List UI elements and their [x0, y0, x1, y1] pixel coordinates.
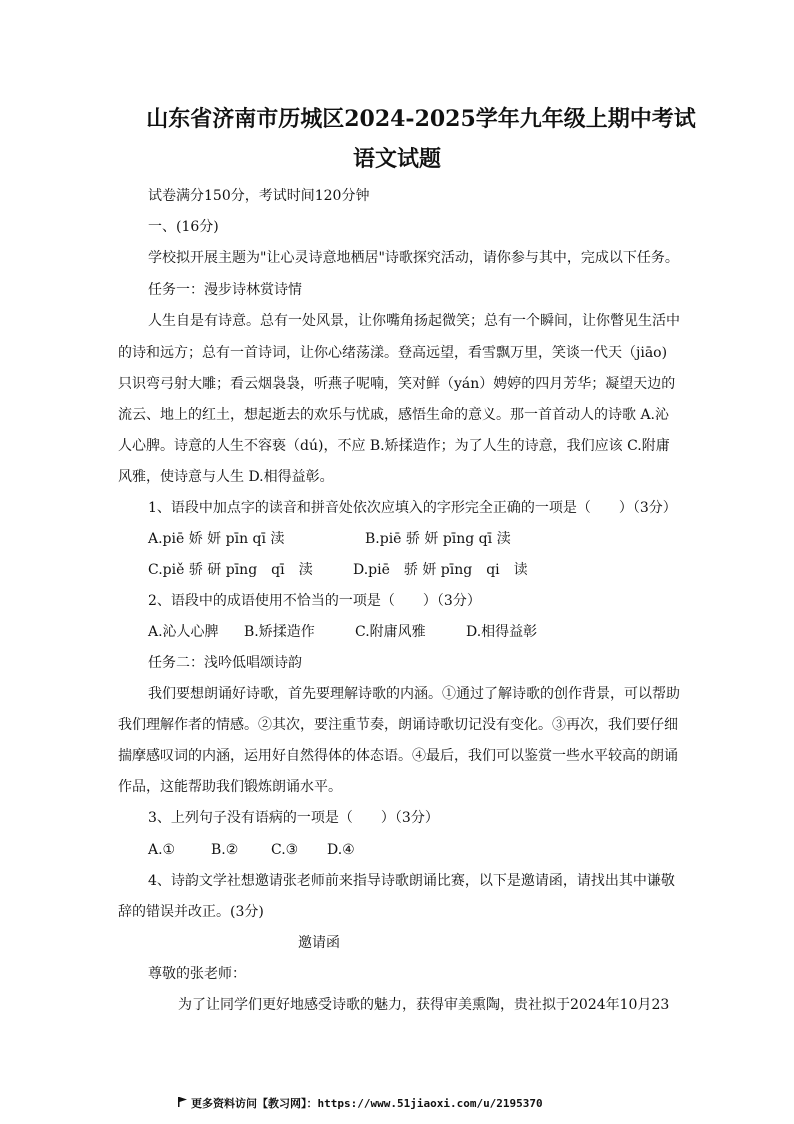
- footer-text: 更多资料访问【教习网】：https://www.51jiaoxi.com/u/2195370: [191, 1097, 543, 1110]
- letter-salutation: 尊敬的张老师：: [148, 966, 246, 982]
- question4-stem: 4、诗韵文学社想邀请张老师前来指导诗歌朗诵比赛，以下是邀请函，请找出其中谦敬: [148, 873, 675, 889]
- footer-link[interactable]: [178, 1096, 543, 1112]
- passage2-line: 揣摩感叹词的内涵，运用好自然得体的体态语。④最后，我们可以鉴赏一些水平较高的朗诵: [118, 748, 678, 764]
- passage2-line: 作品，这能帮助我们锻炼朗诵水平。: [118, 779, 342, 795]
- question3-stem: 3、上列句子没有语病的一项是（ ）（3分）: [148, 810, 439, 826]
- question4-stem-continued: 辞的错误并改正。(3分): [118, 904, 264, 920]
- question2-stem: 2、语段中的成语使用不恰当的一项是（ ）（3分）: [148, 593, 481, 609]
- passage1-line: 人生自是有诗意。总有一处风景，让你嘴角扬起微笑；总有一个瞬间，让你瞥见生活中: [148, 313, 680, 329]
- question1-option-a: A.piē 娇 妍 pīn qī 渎: [148, 531, 285, 547]
- question2-option-d: D.相得益彰: [466, 624, 538, 640]
- flag-icon: [178, 1096, 187, 1112]
- question1-option-d: D.piē 骄 妍 pīng qi 读: [353, 562, 528, 578]
- task2-heading: 任务二：浅吟低唱颂诗韵: [148, 655, 302, 671]
- passage1-line: 风雅，使诗意与人生 D.相得益彰。: [118, 469, 334, 485]
- passage1-line: 流云、地上的红土，想起逝去的欢乐与忧戚，感悟生命的意义。那一首首动人的诗歌 A.沁: [118, 407, 670, 423]
- intro-paragraph: 学校拟开展主题为"让心灵诗意地栖居"诗歌探究活动，请你参与其中，完成以下任务。: [148, 250, 679, 266]
- question1-stem: 1、语段中加点字的读音和拼音处依次应填入的字形完全正确的一项是（ ）（3分）: [148, 500, 677, 516]
- question1-option-b: B.piē 骄 妍 pīng qī 渎: [365, 531, 511, 547]
- passage1-line: 人心脾。诗意的人生不容亵（dú)，不应 B.矫揉造作；为了人生的诗意，我们应该 C.附庸: [118, 438, 670, 454]
- question3-option-c: C.③: [271, 842, 299, 858]
- letter-body: 为了让同学们更好地感受诗歌的魅力，获得审美熏陶，贵社拟于2024年10月23: [178, 997, 670, 1013]
- passage1-line: 的诗和远方；总有一首诗词，让你心绪荡漾。登高远望，看雪飘万里，笑谈一代天（jiāo): [118, 345, 668, 361]
- document-title: 山东省济南市历城区2024-2025学年九年级上期中考试: [146, 106, 696, 132]
- passage1-line: 只识弯弓射大雕；看云烟袅袅，听燕子呢喃，笑对鲜（yán）娉婷的四月芳华；凝望天边的: [118, 376, 676, 392]
- passage2-line: 我们要想朗诵好诗歌，首先要理解诗歌的内涵。①通过了解诗歌的创作背景，可以帮助: [148, 686, 680, 702]
- letter-title: 邀请函: [298, 935, 340, 951]
- question2-option-a: A.沁人心脾: [148, 624, 219, 640]
- passage2-line: 我们理解作者的情感。②其次，要注重节奏，朗诵诗歌切记没有变化。③再次，我们要仔细: [118, 717, 678, 733]
- question3-option-a: A.①: [148, 842, 176, 858]
- section-heading: 一、(16分): [148, 219, 219, 235]
- document-subtitle: 语文试题: [352, 146, 441, 172]
- exam-info: 试卷满分150分，考试时间120分钟: [148, 188, 370, 204]
- question2-option-b: B.矫揉造作: [244, 624, 315, 640]
- question3-option-b: B.②: [211, 842, 239, 858]
- task1-heading: 任务一：漫步诗林赏诗情: [148, 282, 302, 298]
- question2-option-c: C.附庸风雅: [355, 624, 426, 640]
- question1-option-c: C.piě 骄 研 pīng qī 渎: [148, 562, 313, 578]
- question3-option-d: D.④: [327, 842, 355, 858]
